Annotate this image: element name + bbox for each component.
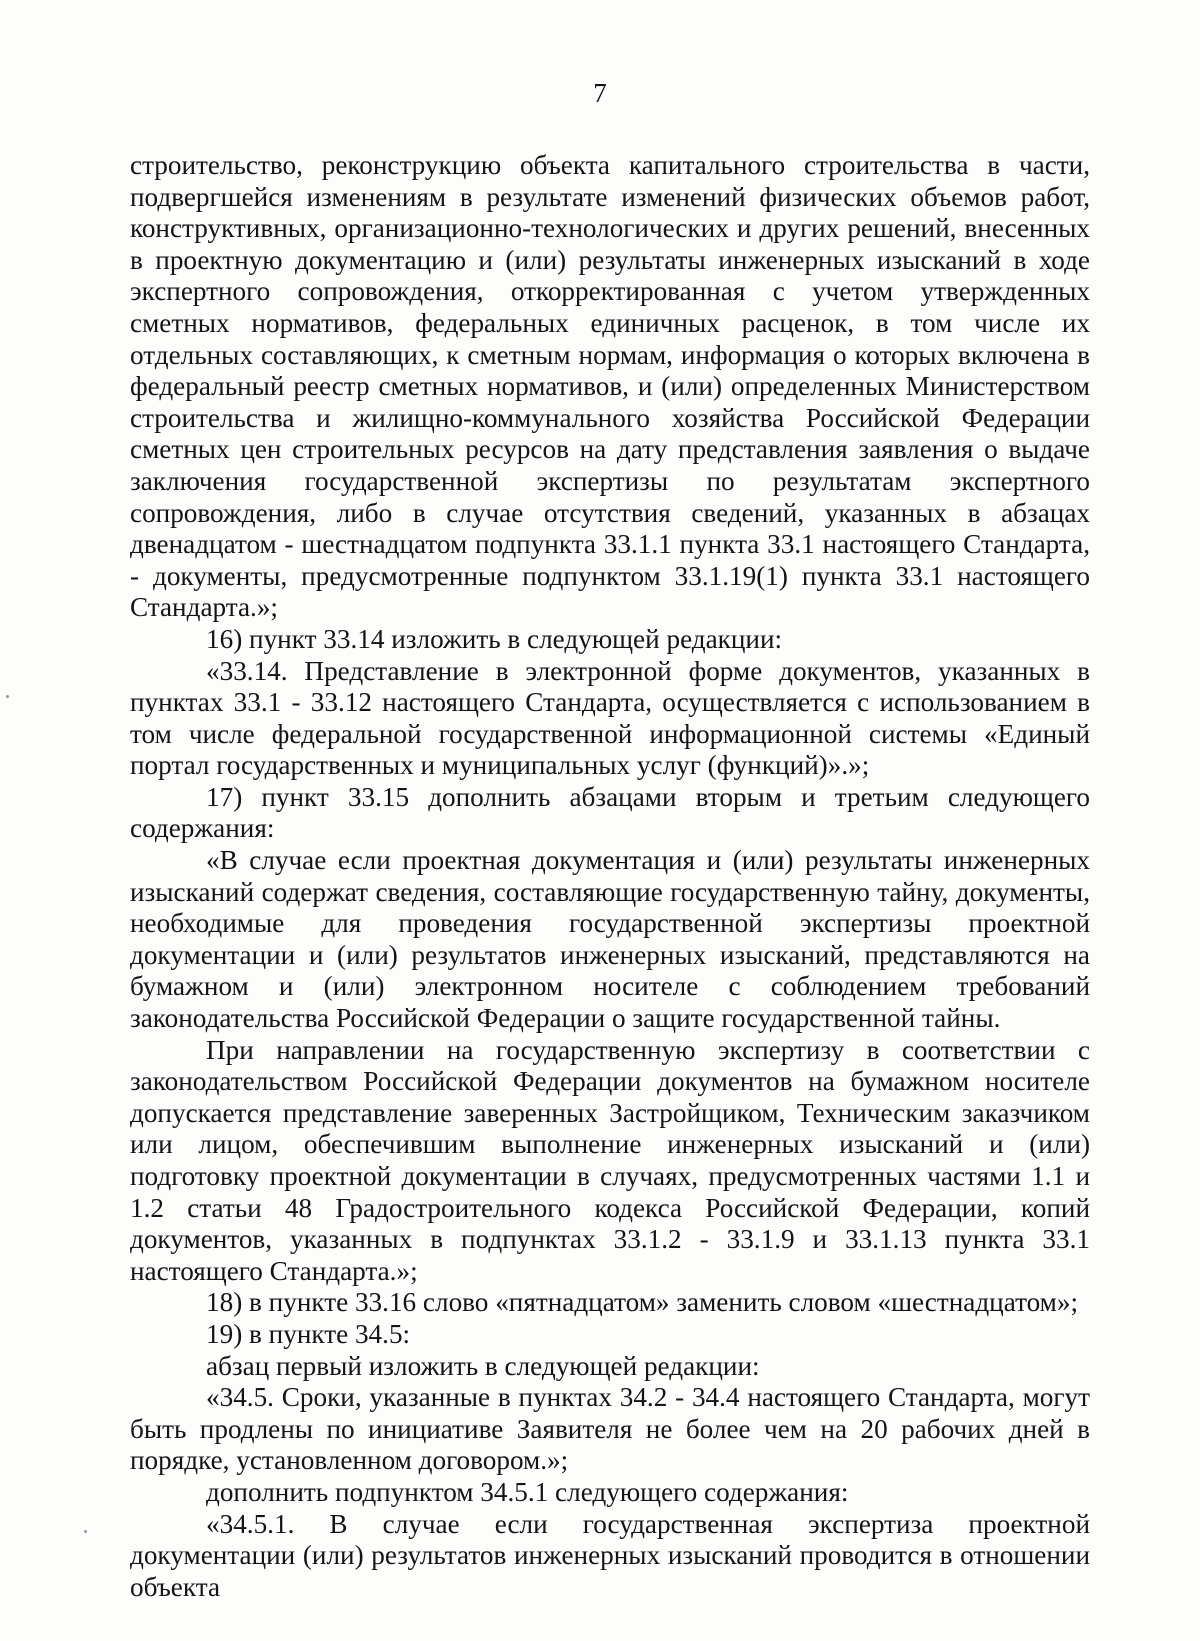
paragraph-item-16: 16) пункт 33.14 изложить в следующей редакции:: [206, 623, 783, 654]
paragraph-add-34-5-1: дополнить подпунктом 34.5.1 следующего содержания:: [206, 1476, 849, 1507]
paragraph-quote-34-5-1: «34.5.1. В случае если государственная экспертиза проектной документации (или) результатов инженерных изысканий проводится в отношении объекта: [130, 1508, 1090, 1602]
scan-speck: [6, 695, 9, 698]
paragraph-quote-state-secret: «В случае если проектная документация и (или) результаты инженерных изысканий содержат сведения, составляющие государственную тайну, документы, необходимые для проведения государственной экспертизы проектной документации и (или) результатов инженерных изысканий, представляются на бумажном и (или) электронном носителе с соблюдением требований законодательства Российской Федерации о защите государственной тайны.: [130, 845, 1090, 1034]
scan-speck: [84, 1530, 87, 1533]
page-number: 7: [593, 78, 607, 108]
paragraph-item-18: 18) в пункте 33.16 слово «пятнадцатом» заменить словом «шестнадцатом»;: [206, 1287, 1079, 1318]
paragraph-quote-34-5: «34.5. Сроки, указанные в пунктах 34.2 - 34.4 настоящего Стандарта, могут быть продлены по инициативе Заявителя не более чем на 20 рабочих дней в порядке, установленном договором.»;: [130, 1382, 1090, 1476]
paragraph-paper-submission: При направлении на государственную экспертизу в соответствии с законодательством Российской Федерации документов на бумажном носителе допускается представление заверенных Застройщиком, Техническим заказчиком или лицом, обеспечившим выполнение инженерных изысканий и (или) подготовку проектной документации в случаях, предусмотренных частями 1.1 и 1.2 статьи 48 Градостроительного кодекса Российской Федерации, копий документов, указанных в подпунктах 33.1.2 - 33.1.9 и 33.1.13 пункта 33.1 настоящего Стандарта.»;: [130, 1034, 1090, 1286]
paragraph-quote-33-14: «33.14. Представление в электронной форме документов, указанных в пунктах 33.1 - 33.12 настоящего Стандарта, осуществляется с использованием в том числе федеральной государственной информационной системы «Единый портал государственных и муниципальных услуг (функций)».»;: [130, 655, 1090, 781]
paragraph-item-19: 19) в пункте 34.5:: [206, 1318, 411, 1349]
paragraph-item-17: 17) пункт 33.15 дополнить абзацами вторым и третьим следующего содержания:: [130, 781, 1090, 844]
paragraph-continuation: строительство, реконструкцию объекта капитального строительства в части, подвергшейся изменениям в результате изменений физических объемов работ, конструктивных, организационно-технологических и других решений, внесенных в проектную документацию и (или) результаты инженерных изысканий в ходе экспертного сопровождения, откорректированная с учетом утвержденных сметных нормативов, федеральных единичных расценок, в том числе их отдельных составляющих, к сметным нормам, информация о которых включена в федеральный реестр сметных нормативов, и (или) определенных Министерством строительства и жилищно-коммунального хозяйства Российской Федерации сметных цен строительных ресурсов на дату представления заявления о выдаче заключения государственной экспертизы по результатам экспертного сопровождения, либо в случае отсутствия сведений, указанных в абзацах двенадцатом - шестнадцатом подпункта 33.1.1 пункта 33.1 настоящего Стандарта, - документы, предусмотренные подпунктом 33.1.19(1) пункта 33.1 настоящего Стандарта.»;: [130, 150, 1090, 623]
document-body: [130, 150, 1090, 1603]
paragraph-first-abzac: абзац первый изложить в следующей редакции:: [206, 1350, 760, 1381]
